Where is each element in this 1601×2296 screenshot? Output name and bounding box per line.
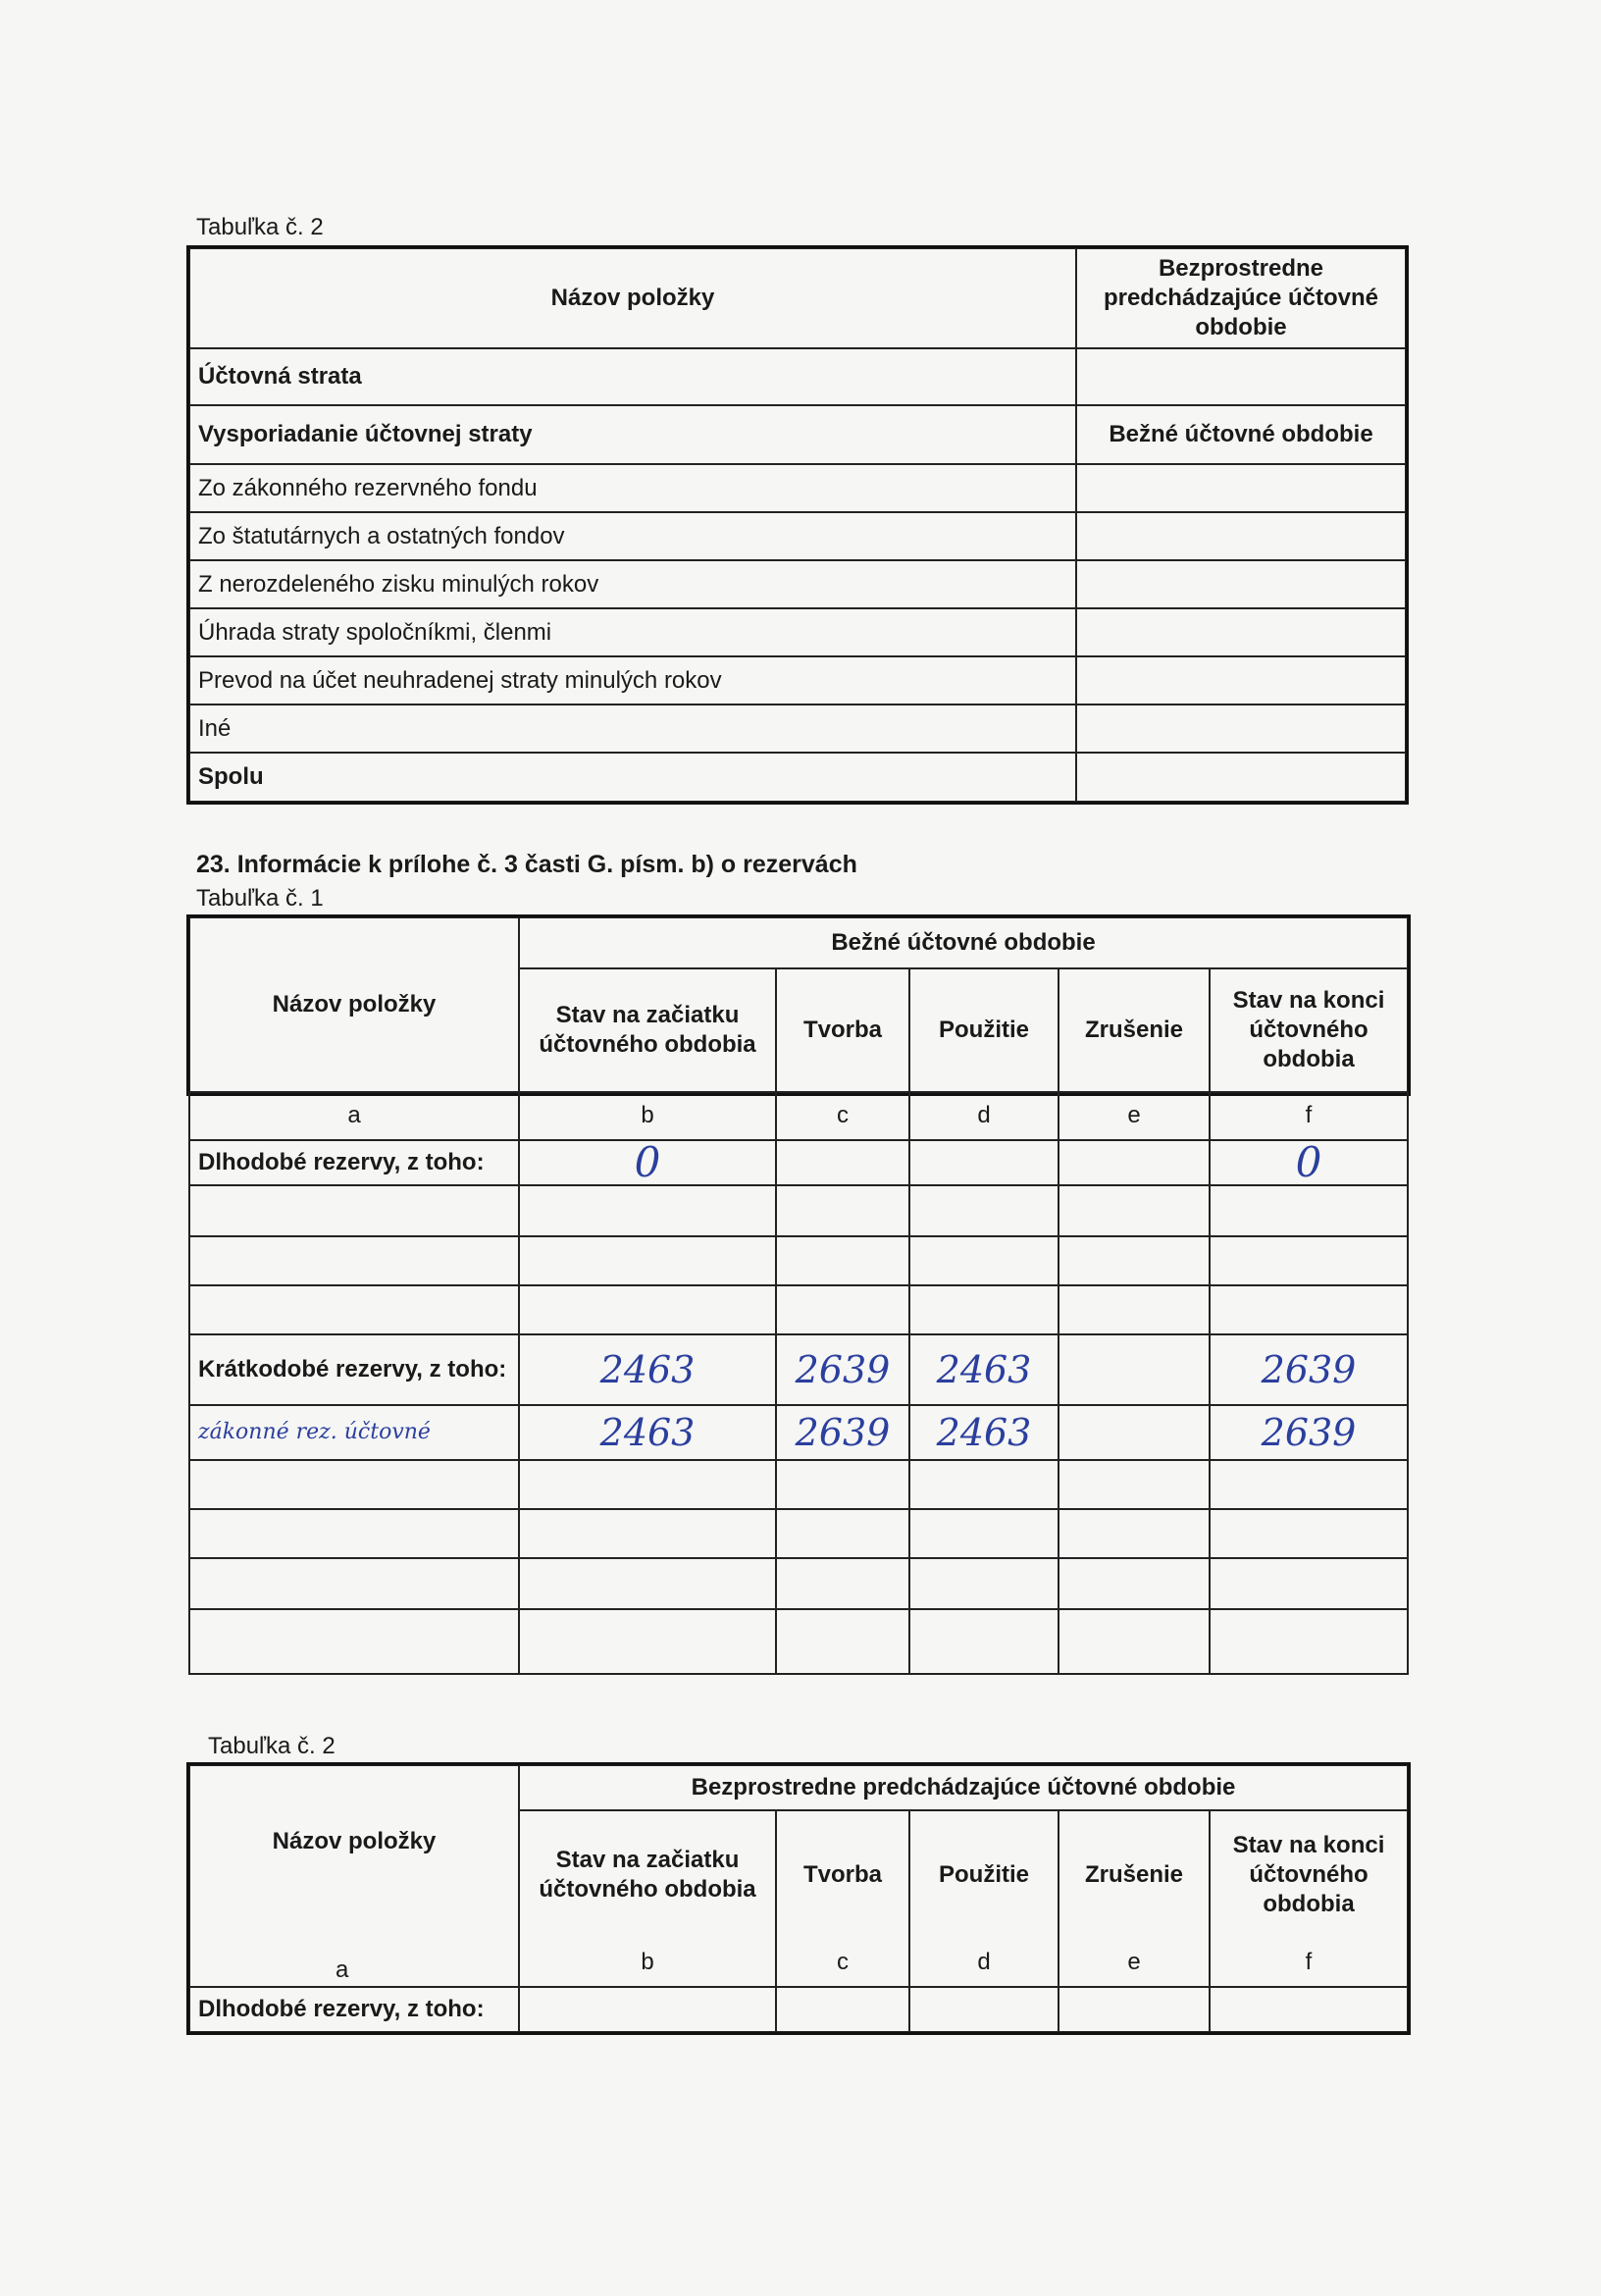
prev-letter-e: e [1059,1938,1210,1987]
cell-value [1059,1405,1210,1460]
col-prev-header: Bezprostredne predchádzajúce účtovné obdobie [1076,248,1406,348]
cell-empty [1210,1987,1408,2032]
prev-header-use: Použitie [909,1810,1059,1938]
col-current-header: Bežné účtovné obdobie [1076,405,1406,464]
cell-empty [1059,1558,1210,1609]
cell-empty [1059,1460,1210,1509]
cell-empty [909,1185,1059,1236]
cell-empty [1059,1185,1210,1236]
caption-table-1: Tabuľka č. 1 [196,885,324,912]
row-retained-earnings: Z nerozdeleného zisku minulých rokov [189,560,1076,608]
cell-empty [776,1236,909,1285]
handwritten-long-term-start: 0 [519,1140,776,1185]
cell-empty [189,1558,519,1609]
handwritten-short-term-use: 2463 [909,1334,1059,1405]
cell-empty [1210,1285,1408,1334]
cell-empty [776,1185,909,1236]
row-legal-reserve-fund: Zo zákonného rezervného fondu [189,464,1076,512]
cell-value [776,1140,909,1185]
cell-empty [1059,1987,1210,2032]
cell-empty [1210,1185,1408,1236]
letter-b: b [519,1091,776,1140]
header-cancel: Zrušenie [1059,968,1210,1092]
prev-header-name [189,1765,519,1987]
row-partner-coverage: Úhrada straty spoločníkmi, členmi [189,608,1076,656]
cell-empty [1059,1236,1210,1285]
handwritten-long-term-end: 0 [1210,1140,1408,1185]
cell-empty [189,1460,519,1509]
cell-empty [189,1285,519,1334]
col-name-header: Názov položky [189,248,1076,348]
prev-header-period: Bezprostredne predchádzajúce účtovné obdobie [519,1765,1408,1810]
cell-empty [776,1558,909,1609]
header-end: Stav na konci účtovného obdobia [1210,968,1408,1092]
reserves-current-body [188,1091,1409,1675]
cell-value [909,1140,1059,1185]
cell-empty [1210,1609,1408,1674]
prev-row-long-term-reserves: Dlhodobé rezervy, z toho: [189,1987,519,2032]
reserves-current-table [188,916,1409,1094]
handwritten-short-term-creation: 2639 [776,1334,909,1405]
cell-value [1076,656,1406,704]
cell-empty [189,1236,519,1285]
header-current-period: Bežné účtovné obdobie [519,917,1408,968]
handwritten-legal-start: 2463 [519,1405,776,1460]
handwritten-legal-reserve-label: zákonné rez. účtovné [189,1405,519,1460]
cell-empty [189,1509,519,1558]
cell-empty [909,1460,1059,1509]
cell-value [1059,1140,1210,1185]
cell-empty [909,1236,1059,1285]
cell-empty [189,1609,519,1674]
prev-letter-c: c [776,1938,909,1987]
cell-empty [776,1285,909,1334]
reserves-previous-table [188,1764,1409,2033]
prev-letter-a: a [336,1957,349,1983]
cell-value [1059,1334,1210,1405]
row-short-term-reserves: Krátkodobé rezervy, z toho: [189,1334,519,1405]
prev-header-end: Stav na konci účtovného obdobia [1210,1810,1408,1938]
cell-value [1076,704,1406,753]
cell-empty [1210,1558,1408,1609]
cell-value [1076,464,1406,512]
prev-header-name-text: Názov položky [272,1828,437,1854]
cell-empty [776,1987,909,2032]
cell-empty [1210,1236,1408,1285]
loss-settlement-table [188,247,1407,803]
cell-empty [1059,1285,1210,1334]
row-loss-settlement: Vysporiadanie účtovnej straty [189,405,1076,464]
letter-e: e [1059,1091,1210,1140]
caption-table-loss: Tabuľka č. 2 [196,214,324,240]
cell-empty [519,1558,776,1609]
letter-f: f [1210,1091,1408,1140]
cell-empty [1059,1609,1210,1674]
letter-a: a [189,1091,519,1140]
cell-empty [909,1987,1059,2032]
cell-empty [519,1236,776,1285]
handwritten-short-term-end: 2639 [1210,1334,1408,1405]
cell-empty [1210,1460,1408,1509]
cell-empty [189,1185,519,1236]
section-23-heading: 23. Informácie k prílohe č. 3 časti G. písm. b) o rezervách [196,851,857,878]
header-use: Použitie [909,968,1059,1092]
prev-header-cancel: Zrušenie [1059,1810,1210,1938]
cell-empty [776,1609,909,1674]
cell-accounting-loss-value [1076,348,1406,405]
cell-empty [909,1285,1059,1334]
row-transfer-unpaid-loss: Prevod na účet neuhradenej straty minulých rokov [189,656,1076,704]
prev-letter-f: f [1210,1938,1408,1987]
cell-value [1076,560,1406,608]
header-start: Stav na začiatku účtovného obdobia [519,968,776,1092]
header-creation: Tvorba [776,968,909,1092]
row-statutory-funds: Zo štatutárnych a ostatných fondov [189,512,1076,560]
prev-header-creation: Tvorba [776,1810,909,1938]
row-long-term-reserves: Dlhodobé rezervy, z toho: [189,1140,519,1185]
cell-value [1076,608,1406,656]
row-other: Iné [189,704,1076,753]
header-name: Názov položky [189,917,519,1092]
row-accounting-loss: Účtovná strata [189,348,1076,405]
cell-empty [1210,1509,1408,1558]
caption-table-2: Tabuľka č. 2 [208,1733,336,1759]
letter-c: c [776,1091,909,1140]
handwritten-short-term-start: 2463 [519,1334,776,1405]
cell-value [1076,753,1406,802]
cell-empty [519,1185,776,1236]
prev-letter-d: d [909,1938,1059,1987]
cell-empty [519,1609,776,1674]
cell-value [1076,512,1406,560]
cell-empty [519,1285,776,1334]
cell-empty [909,1558,1059,1609]
cell-empty [519,1987,776,2032]
cell-empty [776,1460,909,1509]
cell-empty [909,1609,1059,1674]
cell-empty [519,1509,776,1558]
cell-empty [1059,1509,1210,1558]
letter-d: d [909,1091,1059,1140]
prev-letter-b: b [519,1938,776,1987]
row-total: Spolu [189,753,1076,802]
handwritten-legal-end: 2639 [1210,1405,1408,1460]
cell-empty [909,1509,1059,1558]
handwritten-legal-creation: 2639 [776,1405,909,1460]
prev-header-start: Stav na začiatku účtovného obdobia [519,1810,776,1938]
cell-empty [519,1460,776,1509]
cell-empty [776,1509,909,1558]
handwritten-legal-use: 2463 [909,1405,1059,1460]
